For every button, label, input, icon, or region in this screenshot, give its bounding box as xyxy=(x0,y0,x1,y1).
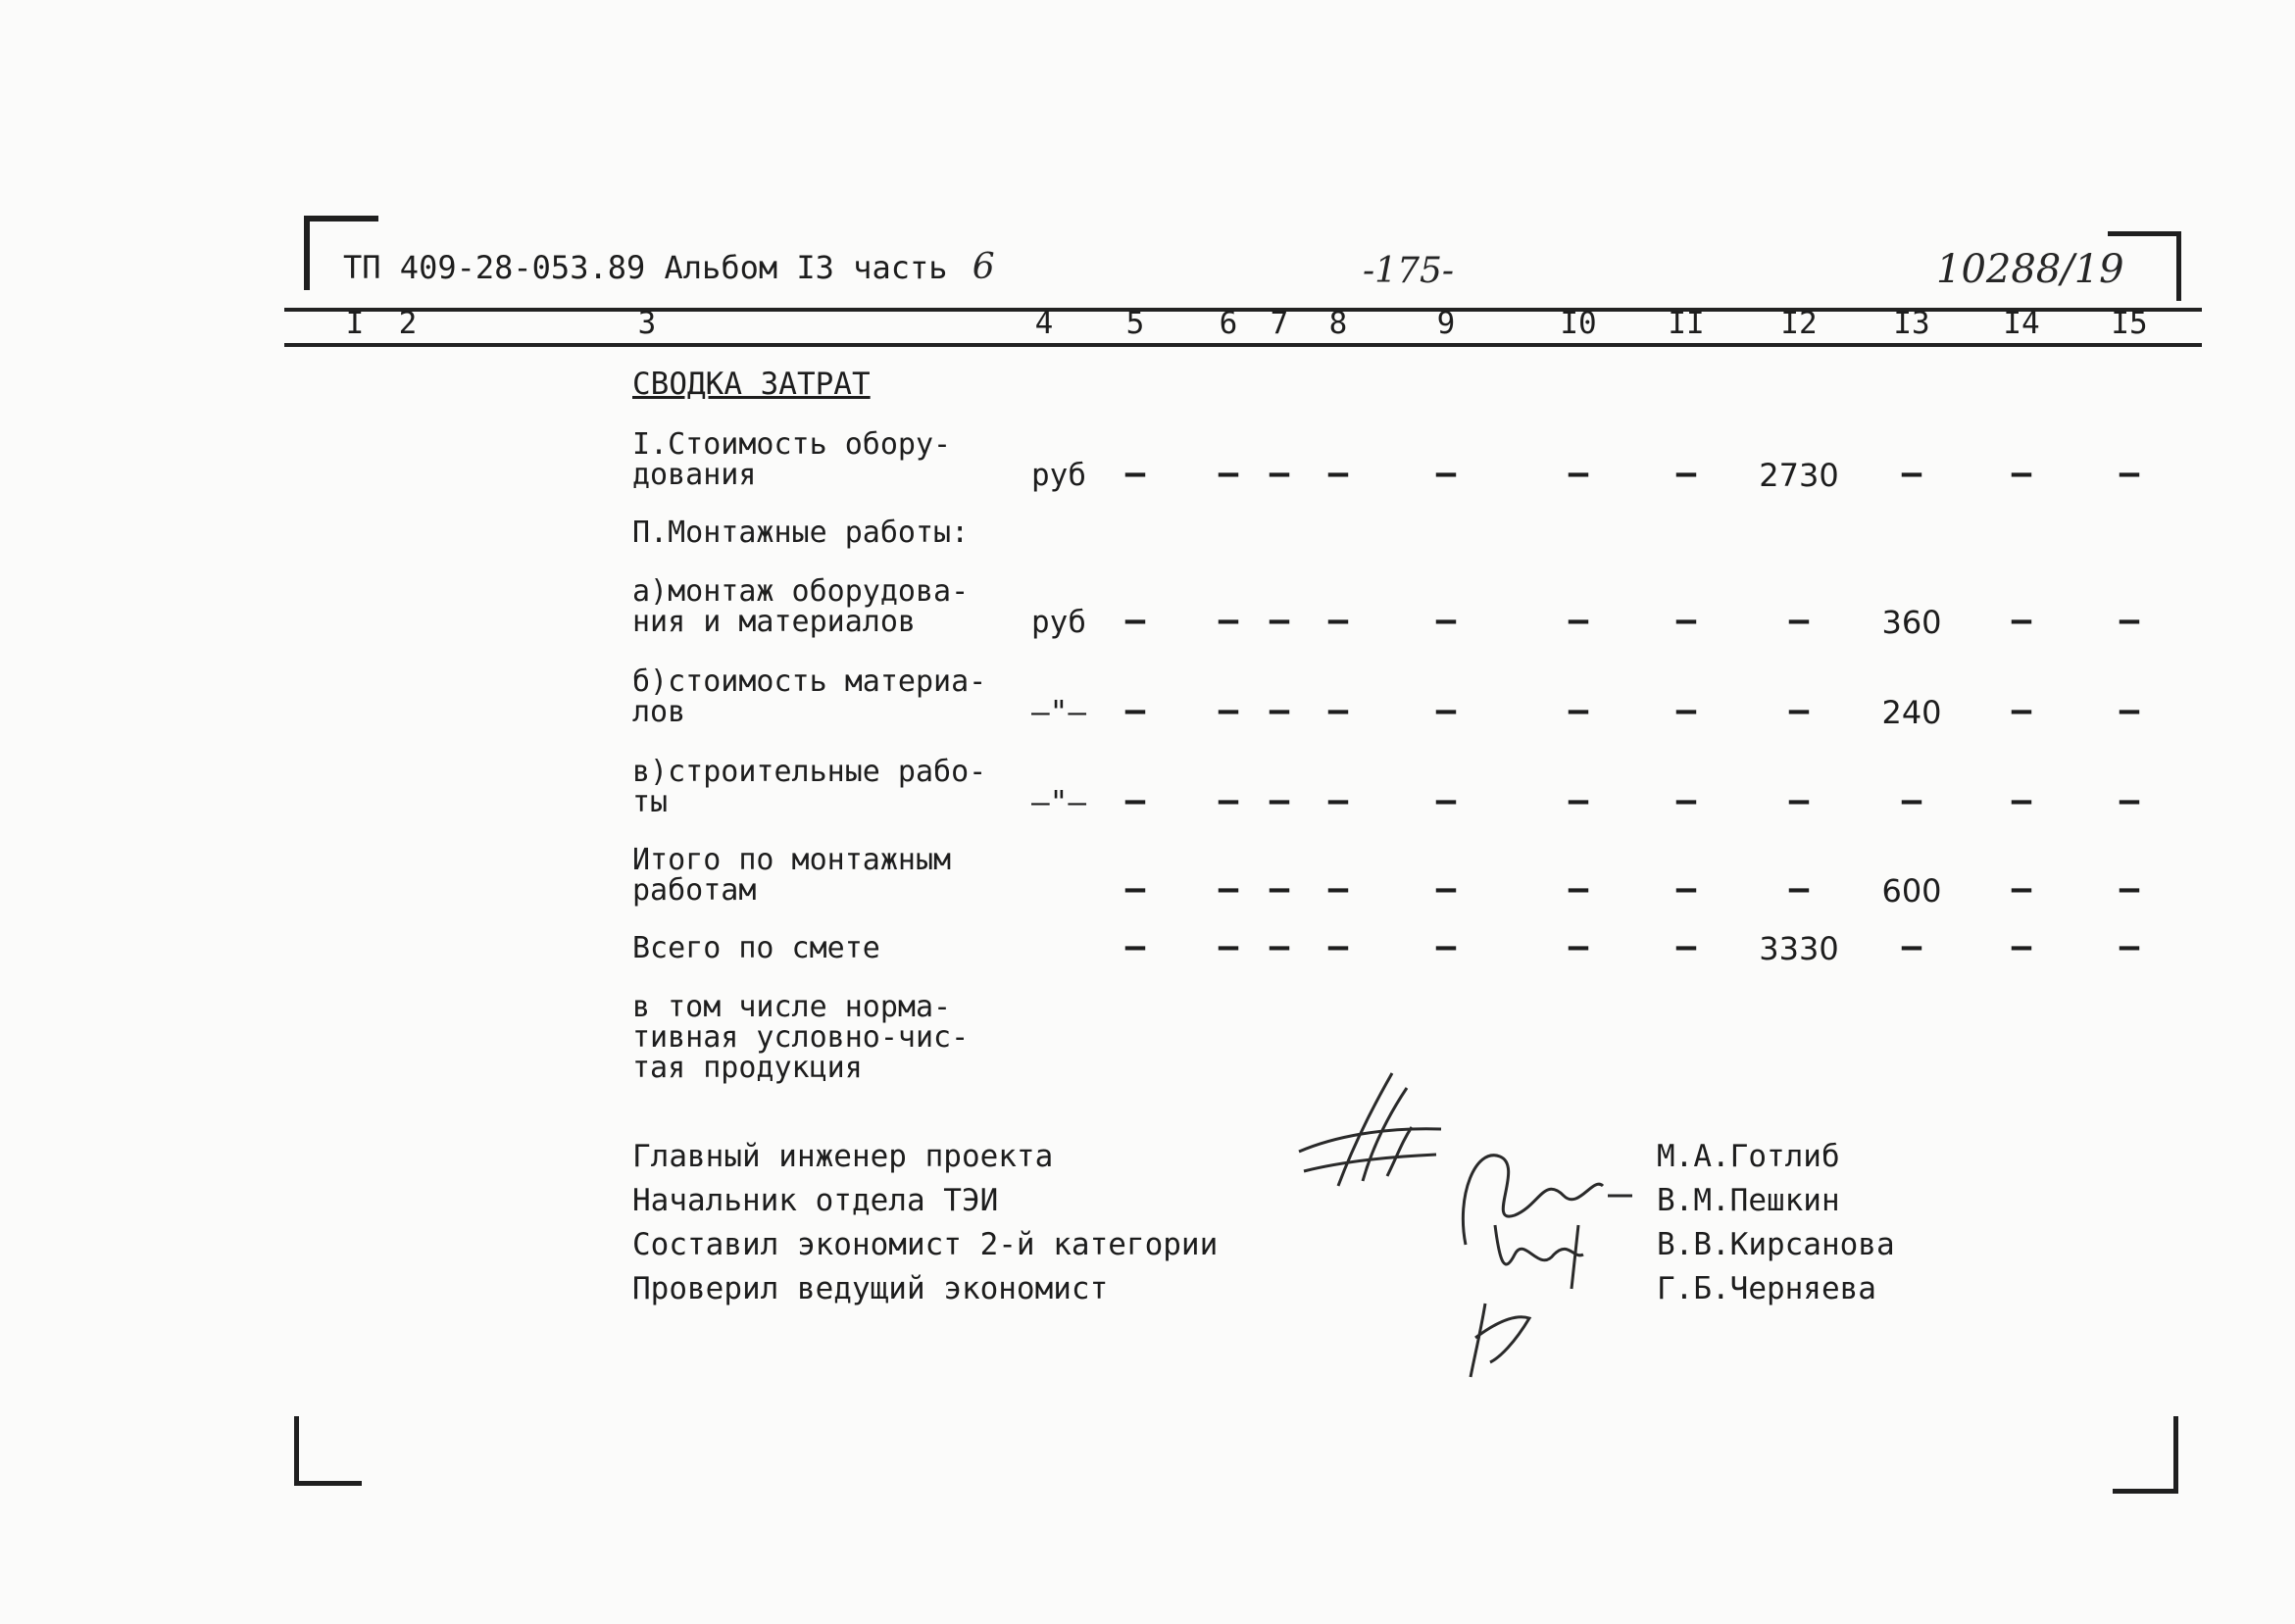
column-number-8: 8 xyxy=(1328,306,1348,341)
cost-value-cell: 3330 xyxy=(1759,930,1839,967)
empty-value-dash: – xyxy=(1327,781,1349,820)
empty-value-dash: – xyxy=(1675,601,1697,640)
empty-value-dash: – xyxy=(1675,781,1697,820)
empty-value-dash: – xyxy=(1901,781,1922,820)
corner-mark-bottom-left xyxy=(294,1416,362,1486)
cost-value-cell: 240 xyxy=(1881,694,1942,731)
signature-role: Главный инженер проекта xyxy=(632,1139,1054,1174)
empty-value-dash: – xyxy=(1568,781,1589,820)
row-label: а)монтаж оборудова- ния и материалов xyxy=(632,574,970,639)
signature-scribble-3 xyxy=(1485,1215,1593,1294)
empty-value-dash: – xyxy=(1269,601,1290,640)
column-number-3: 3 xyxy=(637,306,657,341)
column-number-12: I2 xyxy=(1780,306,1818,341)
empty-value-dash: – xyxy=(1901,927,1922,966)
empty-value-dash: – xyxy=(1788,601,1810,640)
empty-value-dash: – xyxy=(1218,781,1239,820)
row-label: в том числе норма- тивная условно-чис- тая продукция xyxy=(632,990,970,1085)
signature-scribble-4 xyxy=(1446,1284,1534,1382)
row-label: Всего по смете xyxy=(632,931,880,965)
empty-value-dash: – xyxy=(1675,869,1697,909)
empty-value-dash: – xyxy=(1218,869,1239,909)
doc-ref-text: ТП 409-28-053.89 Альбом I3 часть xyxy=(343,249,948,286)
column-number-7: 7 xyxy=(1270,306,1289,341)
empty-value-dash: – xyxy=(1675,454,1697,493)
sheet-code: 10288/19 xyxy=(1936,247,2124,292)
empty-value-dash: – xyxy=(1269,454,1290,493)
page-number: -175- xyxy=(1363,251,1455,291)
empty-value-dash: – xyxy=(1675,927,1697,966)
column-header-bottom-rule xyxy=(284,343,2202,347)
empty-value-dash: – xyxy=(1435,601,1457,640)
empty-value-dash: – xyxy=(1124,454,1146,493)
column-number-9: 9 xyxy=(1436,306,1456,341)
empty-value-dash: – xyxy=(1901,454,1922,493)
empty-value-dash: – xyxy=(1675,691,1697,730)
column-number-10: I0 xyxy=(1560,306,1597,341)
column-number-6: 6 xyxy=(1219,306,1238,341)
empty-value-dash: – xyxy=(1124,869,1146,909)
empty-value-dash: – xyxy=(1435,781,1457,820)
row-label: П.Монтажные работы: xyxy=(632,516,970,550)
column-number-4: 4 xyxy=(1034,306,1054,341)
empty-value-dash: – xyxy=(1218,691,1239,730)
empty-value-dash: – xyxy=(1327,927,1349,966)
empty-value-dash: – xyxy=(1124,927,1146,966)
empty-value-dash: – xyxy=(1327,691,1349,730)
empty-value-dash: – xyxy=(1568,454,1589,493)
empty-value-dash: – xyxy=(1269,691,1290,730)
empty-value-dash: – xyxy=(1327,454,1349,493)
empty-value-dash: – xyxy=(1218,927,1239,966)
column-number-2: 2 xyxy=(398,306,418,341)
empty-value-dash: – xyxy=(1218,454,1239,493)
empty-value-dash: – xyxy=(1269,927,1290,966)
cost-value-cell: 360 xyxy=(1881,604,1942,641)
row-label: в)строительные рабо- ты xyxy=(632,755,987,819)
empty-value-dash: – xyxy=(1124,691,1146,730)
empty-value-dash: – xyxy=(1568,927,1589,966)
empty-value-dash: – xyxy=(1269,781,1290,820)
empty-value-dash: – xyxy=(1269,869,1290,909)
empty-value-dash: – xyxy=(2119,691,2140,730)
empty-value-dash: – xyxy=(2119,601,2140,640)
signature-name: В.В.Кирсанова xyxy=(1657,1227,1895,1262)
signature-scribble-1 xyxy=(1294,1068,1451,1196)
empty-value-dash: – xyxy=(1327,601,1349,640)
empty-value-dash: – xyxy=(1788,691,1810,730)
column-number-13: I3 xyxy=(1893,306,1930,341)
empty-value-dash: – xyxy=(1327,869,1349,909)
column-number-1: I xyxy=(345,306,365,341)
document-reference xyxy=(343,247,995,287)
empty-value-dash: – xyxy=(2119,454,2140,493)
cost-value-cell: 600 xyxy=(1881,872,1942,910)
empty-value-dash: – xyxy=(2119,927,2140,966)
signature-name: М.А.Готлиб xyxy=(1657,1139,1840,1174)
empty-value-dash: – xyxy=(1435,691,1457,730)
empty-value-dash: – xyxy=(1788,781,1810,820)
empty-value-dash: – xyxy=(2011,691,2032,730)
empty-value-dash: – xyxy=(1218,601,1239,640)
empty-value-dash: – xyxy=(1788,869,1810,909)
empty-value-dash: – xyxy=(2011,869,2032,909)
empty-value-dash: – xyxy=(2119,869,2140,909)
empty-value-dash: – xyxy=(1568,691,1589,730)
signature-role: Проверил ведущий экономист xyxy=(632,1271,1109,1306)
empty-value-dash: – xyxy=(1124,601,1146,640)
signature-role: Начальник отдела ТЭИ xyxy=(632,1183,999,1218)
column-number-11: II xyxy=(1668,306,1705,341)
row-unit: руб xyxy=(1031,458,1086,493)
row-label: I.Стоимость обору- дования xyxy=(632,427,952,492)
signature-name: В.М.Пешкин xyxy=(1657,1183,1840,1218)
empty-value-dash: – xyxy=(2011,781,2032,820)
empty-value-dash: – xyxy=(2011,601,2032,640)
cost-value-cell: 2730 xyxy=(1759,457,1839,494)
section-title: СВОДКА ЗАТРАТ xyxy=(632,367,871,402)
empty-value-dash: – xyxy=(1435,927,1457,966)
empty-value-dash: – xyxy=(1124,781,1146,820)
row-unit: –"– xyxy=(1031,785,1086,820)
empty-value-dash: – xyxy=(2011,454,2032,493)
row-label: б)стоимость материа- лов xyxy=(632,664,987,729)
corner-mark-bottom-right xyxy=(2113,1416,2178,1494)
row-unit: –"– xyxy=(1031,695,1086,730)
column-number-14: I4 xyxy=(2003,306,2040,341)
row-unit: руб xyxy=(1031,605,1086,640)
empty-value-dash: – xyxy=(1568,601,1589,640)
column-number-15: I5 xyxy=(2111,306,2148,341)
empty-value-dash: – xyxy=(1435,454,1457,493)
empty-value-dash: – xyxy=(2011,927,2032,966)
part-number: 6 xyxy=(972,247,995,287)
signature-role: Составил экономист 2-й категории xyxy=(632,1227,1219,1262)
row-label: Итого по монтажным работам xyxy=(632,843,952,908)
column-number-5: 5 xyxy=(1125,306,1145,341)
empty-value-dash: – xyxy=(1568,869,1589,909)
signature-name: Г.Б.Черняева xyxy=(1657,1271,1876,1306)
empty-value-dash: – xyxy=(2119,781,2140,820)
empty-value-dash: – xyxy=(1435,869,1457,909)
